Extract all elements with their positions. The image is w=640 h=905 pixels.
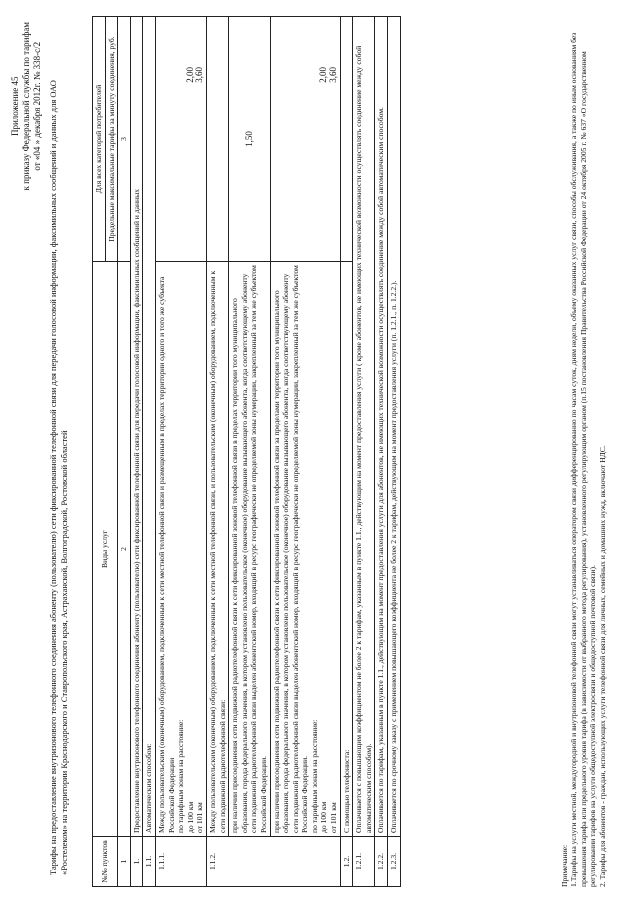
empty-cell <box>206 17 228 262</box>
header-service-type: Виды услуг <box>93 262 118 837</box>
empty-cell <box>340 17 353 262</box>
row-number: 1.2.3. <box>388 837 401 887</box>
header-item-number: №№ пунктов <box>93 837 118 887</box>
row-text <box>270 262 340 837</box>
tariff-values <box>155 17 206 262</box>
row-text: Оплачивается с повышающим коэффициентом не более 2 к тарифам, указанным в пункте 1.1., действующим на момент предоставления услуги ( кроме абонентов, не имеющих технической возможности осуществлять соединение между собой автоматическим способом). <box>353 17 375 837</box>
column-number: 1 <box>118 837 131 887</box>
table-row <box>388 17 401 887</box>
table-row <box>130 17 143 887</box>
table-row <box>270 17 340 887</box>
zones-label: по тарифным зонам на расстояние: <box>309 719 319 833</box>
row-number: 1. <box>130 837 143 887</box>
appendix-reference: к приказу Федеральной службы по тарифам <box>21 22 31 191</box>
distance-label: от 101 км <box>329 802 339 833</box>
zones-label: по тарифным зонам на расстояние: <box>176 719 186 833</box>
row-description: Между пользовательским (оконечным) оборудованием, подключенным к сети местной телефонной связи и размещенным в пределах территории одного и того же субъекта Российской Федерации <box>156 276 176 833</box>
row-text: С помощью телефониста: <box>340 262 353 837</box>
row-text: Автоматическим способом: <box>143 17 156 837</box>
row-text: Оплачивается по срочному заказу с применением повышающего коэффициента не более 2 к тарифам, действующим на момент предоставления услуги (п. 1.2.1., п. 1.2.2.). <box>388 17 401 837</box>
row-number: 1.1.2. <box>206 837 340 887</box>
distance-label: от 101 км <box>195 802 205 833</box>
tariff-value: 3,60 <box>328 67 339 83</box>
row-text: Между пользовательским (оконечным) оборудованием, подключенным к сети местной телефонной связи, и пользовательским (оконечным) оборудованием, подключенным к сети подвижной радиотелефонной связи: <box>206 262 228 837</box>
table-row <box>155 17 206 887</box>
row-number: 1.2. <box>340 837 353 887</box>
row-number: 1.2.1. <box>353 837 375 887</box>
distance-label: до 100 км <box>185 801 195 833</box>
tariff-value: 2,00 <box>184 67 195 83</box>
table-row <box>340 17 353 887</box>
note-item: 1.Тарифы на услуги местной, междугородной и внутризоновой телефонной связи могут устанавливаться оператором связи дифференцированно по часам суток, дням недели, объему оказанных услуг связи, способы обслуживания, а также по иным основаниям без превышения тарифа или предельного уровня тарифа (в зависимости от выбранного метода регулирования), установленного регулирующим органом (п.15 постановления Правительства Российской Федерации от 24 октября 2005 г. № 637 «О государственном регулировании тарифов на услуги общедоступной электросвязи и общедоступной почтовой связи). <box>569 32 598 887</box>
header-all-consumers: Для всех категорий потребителей <box>93 17 106 262</box>
row-text <box>155 262 206 837</box>
tariff-value: 3,60 <box>194 67 205 83</box>
notes-heading: Примечание: <box>560 844 569 887</box>
appendix-number: Приложение 45 <box>10 76 20 137</box>
tariff-value: 1,50 <box>229 17 270 262</box>
row-text: при наличии присоединения сети подвижной радиотелефонной связи к сети фиксированной зоновой телефонной связи в пределах территории того муниципального образования, города федерального значения, в котором установлено пользовательское (оконечное) оборудование вызывающего абонента, когда соответствующему абоненту сети подвижной радиотелефонной связи выделен абонентский номер, входящий в ресурс географически не определяемой зоны нумерации, закрепленный за тем же субъектом Российской Федерации. <box>229 262 270 837</box>
column-number: 2 <box>118 262 131 837</box>
distance-label: до 100 км <box>319 801 329 833</box>
tariff-value: 2,00 <box>318 67 329 83</box>
tariff-values <box>270 17 340 262</box>
appendix-date: от «04 » декабря 2012г. № 338-с/2 <box>32 41 42 171</box>
appendix-block <box>10 22 43 191</box>
tariff-table <box>92 16 401 887</box>
table-row <box>229 17 270 887</box>
header-row <box>93 17 106 887</box>
table-row <box>206 17 228 887</box>
table-row <box>375 17 388 887</box>
column-number-row <box>118 17 131 887</box>
document-title: Тарифы на предоставление внутризонового телефонного соединения абоненту (пользователю) сети фиксированной телефонной связи для передачи голосовой информации, факсимильных сообщений и данных для ОАО «Ростелеком» на территории Краснодарского и Ставропольского края, Астраханской, Волгоградской, Ростовской областей <box>48 80 69 875</box>
table-row <box>353 17 375 887</box>
row-number: 1.1.1. <box>155 837 206 887</box>
note-item: 2. Тарифы для абонентов - граждан, использующих услуги телефонной связи для личных, семейных и домашних нужд, включают НДС. <box>597 445 607 887</box>
row-number: 1.1. <box>143 837 156 887</box>
row-number: 1.2.2. <box>375 837 388 887</box>
notes-block <box>560 17 607 887</box>
header-max-tariff: Предельные максимальные тарифы за минуту соединения, руб. <box>105 17 118 262</box>
row-text: Оплачивается по тарифам, указанным в пункте 1.1., действующим на момент предоставления услуги для абонентов, не имеющих технической возможности осуществлять соединение между собой автоматическим способом. <box>375 17 388 837</box>
column-number: 3 <box>118 17 131 262</box>
row-description: при наличии присоединения сети подвижной радиотелефонной связи к сети фиксированной зоновой телефонной связи за пределами территории того муниципального образования, города федерального значения, в котором установлено пользовательское (оконечное) оборудование вызывающего абонента, когда соответствующему абоненту сети подвижной радиотелефонной связи выделен абонентский номер, входящий в ресурс географически не определяемой зоны нумерации, закрепленный за тем же субъектом Российской Федерации. <box>271 265 310 833</box>
row-text: Предоставление внутризонового телефонного соединения абоненту (пользователю) сети фиксированной телефонной связи для передачи голосовой информации, факсимильных сообщений и данных <box>130 17 143 837</box>
table-row <box>143 17 156 887</box>
